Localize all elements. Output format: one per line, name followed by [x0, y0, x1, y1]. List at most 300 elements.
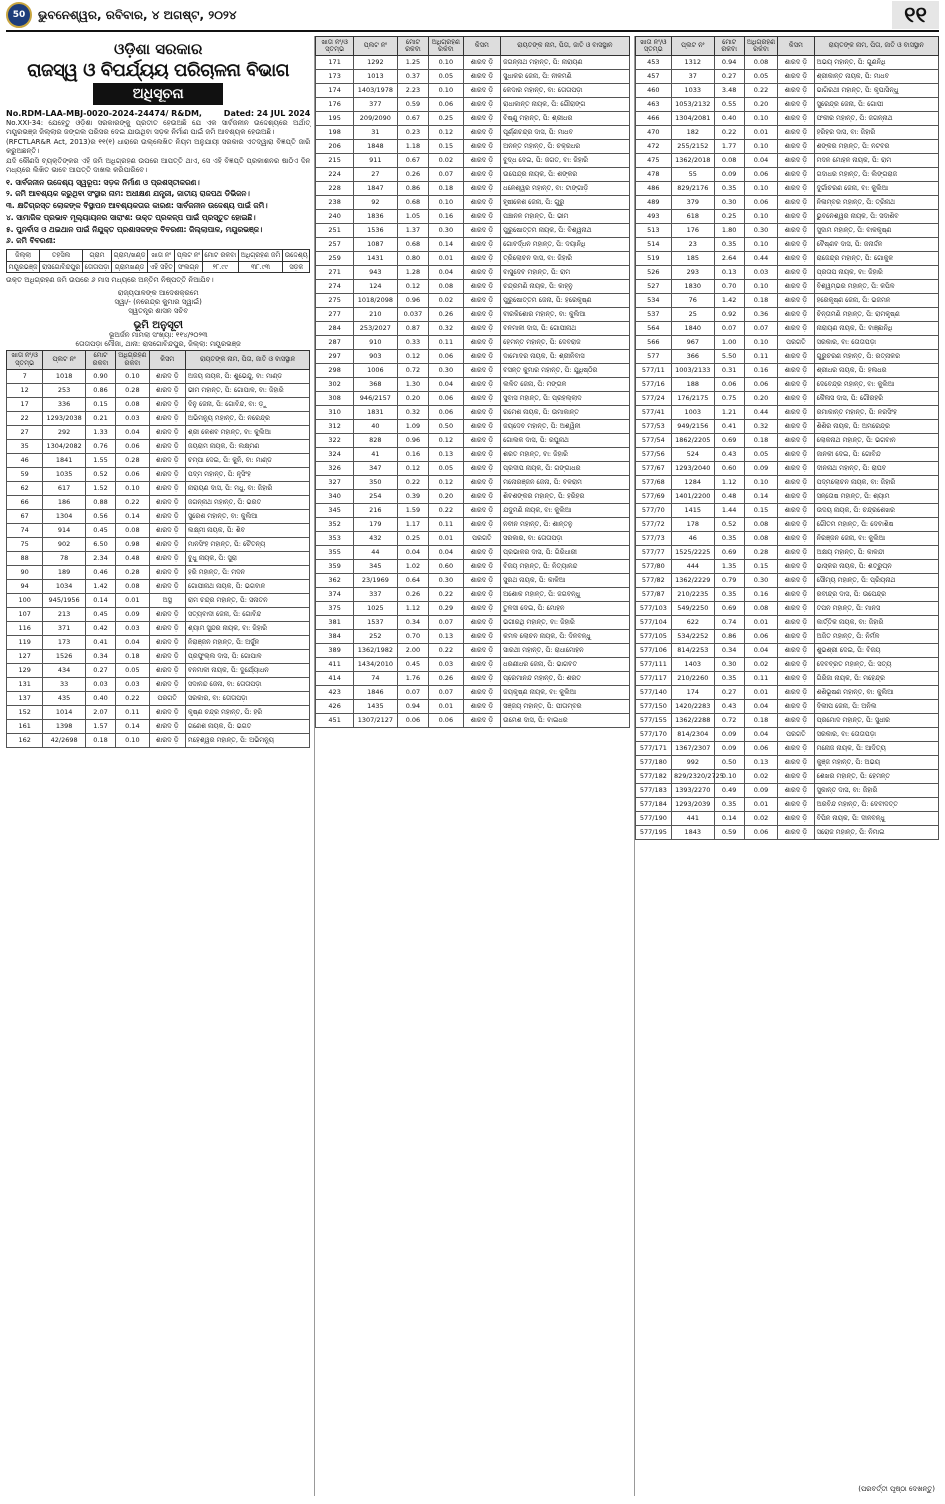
table-row [316, 700, 629, 714]
table-row [316, 476, 629, 490]
table-row [635, 182, 938, 196]
table-cell: 345 [316, 504, 354, 518]
table-cell: ପ୍ରମୋଦ ମହାନ୍ତ, ପି: ସୁଧୀର [814, 714, 938, 728]
table-cell: 0.26 [397, 588, 428, 602]
table-cell: ନବୀନ ମହାନ୍ତ, ପି: ଶାନ୍ତନୁ [501, 518, 629, 532]
table-cell: 470 [635, 126, 671, 140]
table-cell: ରାଜେନ୍ଦ୍ର ମହାନ୍ତ, ପି: ଗୋକୁଳ [814, 252, 938, 266]
table-cell: 1293/2039 [672, 798, 714, 812]
land-table-cell: ରାସଗୋବିନ୍ଦପୁର [40, 261, 83, 272]
table-cell: 1.30 [397, 378, 428, 392]
table-cell: 0.08 [429, 280, 463, 294]
table-row [635, 546, 938, 560]
table-cell: ଯଦୁମଣି ନାୟକ, ବା: କୁଲିଆ [501, 504, 629, 518]
table-cell: ଶାରଦ ଡ଼ି [778, 700, 814, 714]
table-cell: ଶାରଦ ଡ଼ି [463, 588, 501, 602]
table-cell: 1018/2098 [353, 294, 397, 308]
land-table-cell: ମୟୂରଭଞ୍ଜ [7, 261, 40, 272]
table-cell: ଶାରଦ ଡ଼ି [149, 509, 185, 523]
table-header: ରାୟତଙ୍କ ନାମ, ପିତା, ଜାତି ଓ ବାସସ୍ଥାନ [501, 37, 629, 56]
table-cell: 1304/2081 [672, 112, 714, 126]
table-cell: ଭାଗିରଥୀ ମହାନ୍ତ, ପି: କୃପାସିନ୍ଧୁ [814, 84, 938, 98]
table-cell: 903 [353, 350, 397, 364]
table-cell: ଶାରଦ ଡ଼ି [778, 574, 814, 588]
table-cell: 116 [7, 621, 43, 635]
table-cell: 27 [353, 168, 397, 182]
table-row [635, 252, 938, 266]
table-cell: 1.17 [397, 518, 428, 532]
table-row [635, 196, 938, 210]
table-row [635, 770, 938, 784]
table-row [635, 700, 938, 714]
table-cell: 0.30 [429, 224, 463, 238]
table-cell: ସରକାର, ବା: ତୋତାପଡ଼ା [185, 691, 309, 705]
column-left [6, 36, 310, 1496]
table-cell: ଶାରଦ ଡ଼ି [778, 658, 814, 672]
table-cell: ଶାରଦ ଡ଼ି [463, 462, 501, 476]
table-cell: ସରକାର, ବା: ତୋତାପଡ଼ା [814, 336, 938, 350]
table-cell: କୈଳାସ ଦାସ, ପି: ଗୌରହରି [814, 392, 938, 406]
land-table-cell: ୨୮.୯୯ [202, 261, 238, 272]
table-cell: 524 [672, 448, 714, 462]
table-cell: 577/53 [635, 420, 671, 434]
table-cell: ଶାରଦ ଡ଼ି [778, 378, 814, 392]
table-cell: 910 [353, 336, 397, 350]
land-table-header: ତହସିଲ [40, 250, 83, 261]
annexure-subtitle: ଭୂଅର୍ଜନ ମାମଲା ସଂଖ୍ୟା: ୧୧୪/୨୦୨୩ ତୋତାପଡ଼ା ମୌଜା, ଥାନା: ରାସଗୋବିନ୍ଦପୁର, ଜିଲ୍ଲା: ମୟୂରଭଞ୍ଜ [75, 331, 241, 349]
table-cell: ଦେବେନ୍ଦ୍ର ମହାନ୍ତ, ବା: କୁଲିଆ [814, 378, 938, 392]
table-cell: 0.28 [116, 453, 149, 467]
table-cell: 0.33 [397, 336, 428, 350]
table-cell: 0.30 [744, 574, 777, 588]
table-cell: 0.22 [429, 588, 463, 602]
table-row [7, 495, 310, 509]
table-cell: ଶାରଦ ଡ଼ି [149, 467, 185, 481]
table-cell: 287 [316, 336, 354, 350]
table-cell: 0.09 [744, 784, 777, 798]
table-cell: ଶାରଦ ଡ଼ି [778, 546, 814, 560]
table-cell: 0.88 [85, 495, 115, 509]
table-cell: 198 [316, 126, 354, 140]
table-cell: 493 [635, 210, 671, 224]
table-cell: 1.37 [397, 224, 428, 238]
table-cell: 0.06 [714, 378, 744, 392]
table-cell: 527 [635, 280, 671, 294]
table-cell: 353 [316, 532, 354, 546]
table-cell: 0.05 [744, 448, 777, 462]
table-cell: 40 [353, 420, 397, 434]
table-cell: 577/182 [635, 770, 671, 784]
table-cell: 0.12 [429, 476, 463, 490]
table-cell: 435 [43, 691, 85, 705]
table-row [316, 196, 629, 210]
table-cell: 0.70 [397, 630, 428, 644]
table-cell: ଶାରଦ ଡ଼ି [463, 518, 501, 532]
table-cell: 1848 [353, 140, 397, 154]
table-cell: ଚିନ୍ତାମଣି ମହାନ୍ତ, ପି: ରାମକୃଷ୍ଣ [814, 308, 938, 322]
table-cell: ଉପେନ୍ଦ୍ର ନାୟକ, ପି: ଶଙ୍କର [501, 168, 629, 182]
table-cell: 326 [316, 462, 354, 476]
table-cell: 0.08 [744, 56, 777, 70]
table-cell: 0.22 [429, 504, 463, 518]
table-cell: 44 [353, 546, 397, 560]
table-cell: 1.25 [397, 56, 428, 70]
table-cell: 0.11 [429, 336, 463, 350]
table-cell: ଅଜିତ ମହାନ୍ତ, ପି: ନିର୍ମଳ [814, 630, 938, 644]
table-cell: 489 [635, 196, 671, 210]
table-cell: 0.08 [744, 518, 777, 532]
table-cell: ଶାରଦ ଡ଼ି [149, 607, 185, 621]
table-cell: ଶାରଦ ଡ଼ି [463, 406, 501, 420]
table-cell: 577/24 [635, 392, 671, 406]
table-row [316, 686, 629, 700]
table-cell: ଶାରଦ ଡ଼ି [778, 308, 814, 322]
table-cell: 0.35 [714, 588, 744, 602]
table-cell: ଗୁରୁଚରଣ ମହାନ୍ତ, ପି: ରତ୍ନାକର [814, 350, 938, 364]
table-cell: 0.04 [116, 635, 149, 649]
table-cell: ବନମାଳୀ ନାୟକ, ପି: ଦୁର୍ଯ୍ୟୋଧନ [185, 663, 309, 677]
table-header: ରାୟତଙ୍କ ନାମ, ପିତା, ଜାତି ଓ ବାସସ୍ଥାନ [185, 350, 309, 369]
table-cell: 42/2698 [43, 733, 85, 747]
table-cell: 2.00 [397, 644, 428, 658]
table-cell: 0.72 [397, 364, 428, 378]
table-cell: 0.59 [714, 826, 744, 840]
table-cell: 308 [316, 392, 354, 406]
table-cell: ଶାରଦ ଡ଼ି [778, 630, 814, 644]
table-cell: 0.13 [714, 266, 744, 280]
table-cell: 460 [635, 84, 671, 98]
table-cell: 0.20 [397, 392, 428, 406]
table-row [635, 644, 938, 658]
table-cell: ଶାରଦ ଡ଼ି [463, 308, 501, 322]
notice-body [6, 119, 310, 285]
table-cell: ଶାରଦ ଡ଼ି [778, 714, 814, 728]
table-cell: 0.02 [744, 812, 777, 826]
table-cell: 513 [635, 224, 671, 238]
table-cell: 1.21 [714, 406, 744, 420]
table-cell: 46 [7, 453, 43, 467]
table-cell: 257 [316, 238, 354, 252]
notification-banner: ଅଧିସୂଚନା [93, 83, 223, 105]
table-cell: 2.07 [85, 705, 115, 719]
table-cell: ଶାରଦ ଡ଼ି [778, 238, 814, 252]
table-cell: 514 [635, 238, 671, 252]
table-row [635, 490, 938, 504]
table-cell: ଦିଲୀପ ଜେନା, ପି: ଅନିଲ [814, 700, 938, 714]
table-cell: 0.06 [744, 630, 777, 644]
table-cell: ଧନେଶ୍ୱର ମହାନ୍ତ, ବା: ଟାଙ୍ଗାଡ଼ି [501, 182, 629, 196]
table-cell: 76 [672, 294, 714, 308]
table-cell: 384 [316, 630, 354, 644]
table-row [635, 140, 938, 154]
table-cell: ଶାରଦ ଡ଼ି [463, 280, 501, 294]
table-cell: 368 [353, 378, 397, 392]
table-cell: ଶାରଦ ଡ଼ି [778, 406, 814, 420]
table-cell: 0.74 [714, 616, 744, 630]
table-row [635, 154, 938, 168]
table-cell: 1034 [43, 579, 85, 593]
table-cell: 0.10 [116, 369, 149, 383]
table-cell: 1018 [43, 369, 85, 383]
table-cell: 0.86 [397, 182, 428, 196]
table-cell: 0.43 [714, 448, 744, 462]
table-cell: 293 [672, 266, 714, 280]
table-cell: 352 [316, 518, 354, 532]
table-cell: ସତ୍ୟବାଦୀ ଜେନା, ପି: ଗୋବିନ୍ଦ [185, 607, 309, 621]
table-cell: ଦୁର୍ଗାଚରଣ ଜେନା, ବା: କୁଲିଆ [814, 182, 938, 196]
table-row [635, 728, 938, 742]
table-cell: 186 [43, 495, 85, 509]
table-cell: 0.18 [744, 294, 777, 308]
table-cell: 1284 [672, 476, 714, 490]
table-cell: 310 [316, 406, 354, 420]
table-row [635, 406, 938, 420]
table-cell: 0.94 [714, 56, 744, 70]
table-cell: 0.30 [744, 224, 777, 238]
table-cell: 432 [353, 532, 397, 546]
table-cell: 577/54 [635, 434, 671, 448]
table-cell: ଭୀମ ମହାନ୍ତ, ପି: ଗୋପାଳ, ବା: ଜିହାରି [185, 383, 309, 397]
table-cell: 0.32 [744, 420, 777, 434]
table-cell: 0.14 [744, 490, 777, 504]
table-header: ପ୍ଲଟ ନଂ [43, 350, 85, 369]
table-cell: ଶାରଦ ଡ଼ି [463, 210, 501, 224]
table-cell: ଶ୍ରୀ କେଶବ ମହାନ୍ତ, ବା: କୁଲିଆ [185, 425, 309, 439]
table-row [316, 84, 629, 98]
table-cell: ଶାରଦ ଡ଼ି [778, 154, 814, 168]
table-cell: 0.06 [744, 378, 777, 392]
table-row [635, 812, 938, 826]
table-row [635, 238, 938, 252]
table-cell: ଅକ୍ଷୟ ମହାନ୍ତ, ପି: କାଳନ୍ଦୀ [814, 546, 938, 560]
table-cell: 1846 [353, 686, 397, 700]
table-cell: ଦାମୋଦର ନାୟକ, ପି: ଶ୍ରୀନିବାସ [501, 350, 629, 364]
land-table-cell: ୩୮.୯୩ [238, 261, 282, 272]
table-row [316, 574, 629, 588]
table-cell: ଉଦୟ ନାୟକ, ପି: ଚନ୍ଦ୍ରଶେଖର [814, 504, 938, 518]
table-cell: 0.10 [744, 238, 777, 252]
table-cell: ଅଶୋକ ମହାନ୍ତ, ପି: ଜଗବନ୍ଧୁ [501, 588, 629, 602]
land-schedule-table-3 [635, 36, 939, 840]
table-row [316, 280, 629, 294]
table-cell: 577/103 [635, 602, 671, 616]
table-cell: ଶାରଦ ଡ଼ି [778, 252, 814, 266]
table-cell: ହରେକୃଷ୍ଣ ଜେନା, ପି: ଭଜମନ [814, 294, 938, 308]
table-cell: 0.64 [397, 574, 428, 588]
table-cell: ସାରଥୀ ମହାନ୍ତ, ପି: ରାଧାମୋହନ [501, 644, 629, 658]
table-row [7, 411, 310, 425]
table-cell: ଅଭିମନ୍ୟୁ ମହାନ୍ତ, ପି: ନରେନ୍ଦ୍ର [185, 411, 309, 425]
table-cell: 0.02 [429, 294, 463, 308]
table-header: ଅଧିଗ୍ରହଣ ରକବା [744, 37, 777, 56]
table-cell: ଶାରଦ ଡ଼ି [778, 224, 814, 238]
table-cell: ଶାରଦ ଡ଼ି [778, 756, 814, 770]
reference-line [6, 109, 310, 118]
table-cell: 129 [7, 663, 43, 677]
table-row [635, 756, 938, 770]
notice-section: ୧. ସାର୍ବଜନୀନ ଉଦ୍ଦେଶ୍ୟ ସ୍ୱରୂପ: ସଡ଼କ ନିର୍ମାଣ ଓ ପ୍ରଶସ୍ତୀକରଣ। [6, 177, 200, 187]
table-header: ମୋଟ ରକବା [85, 350, 115, 369]
table-cell: 0.27 [714, 686, 744, 700]
table-cell: ଶାରଦ ଡ଼ି [463, 182, 501, 196]
table-cell: 577/70 [635, 504, 671, 518]
table-cell: 0.16 [429, 210, 463, 224]
table-cell: 1035 [43, 467, 85, 481]
table-cell: 374 [316, 588, 354, 602]
table-cell: 41 [353, 448, 397, 462]
table-cell: ଜଗନ୍ନାଥ ମହାନ୍ତ, ପି: ଭରତ [185, 495, 309, 509]
table-cell: 486 [635, 182, 671, 196]
table-cell: 577/105 [635, 630, 671, 644]
land-schedule-table-1 [6, 350, 310, 748]
table-cell: 1525/2225 [672, 546, 714, 560]
table-cell: ଶାରଦ ଡ଼ି [149, 621, 185, 635]
notice-section: ୪. ସାମାଜିକ ପ୍ରଭାବ ମୂଲ୍ୟାୟନର ସାରାଂଶ: ଉକ୍ତ ପ୍ରକଳ୍ପ ପାଇଁ ପ୍ରସ୍ତୁତ ହୋଇଛି। [6, 212, 256, 222]
table-cell: 1292 [353, 56, 397, 70]
table-cell: 0.96 [397, 294, 428, 308]
table-cell: 1.02 [397, 560, 428, 574]
table-cell: 0.06 [429, 98, 463, 112]
page-number: ୧୧ [892, 1, 939, 29]
notice-closing: ଉକ୍ତ ଅଧିଗ୍ରହଣ ଜମି ଉପରେ ୬ ମାସ ମଧ୍ୟରେ ଅନ୍ତିମ ନିଷ୍ପତ୍ତି ନିଆଯିବ। [6, 275, 214, 284]
table-cell: ଶାରଦ ଡ଼ି [778, 588, 814, 602]
table-cell: 0.12 [397, 462, 428, 476]
table-cell: ଶାରଦ ଡ଼ି [463, 168, 501, 182]
table-cell: 46 [672, 532, 714, 546]
table-cell: କାର୍ତ୍ତିକ ନାୟକ, ବା: ଜିହାରି [814, 616, 938, 630]
table-cell: 0.20 [744, 98, 777, 112]
table-cell: ଶଙ୍କର ମହାନ୍ତ, ପି: ନଟବର [814, 140, 938, 154]
table-cell: 0.09 [714, 742, 744, 756]
table-row [316, 252, 629, 266]
table-row [635, 322, 938, 336]
table-cell: 577/87 [635, 588, 671, 602]
table-row [7, 593, 310, 607]
land-table-header: ଜିଲ୍ଲା [7, 250, 40, 261]
table-cell: ଶାରଦ ଡ଼ି [778, 644, 814, 658]
table-row [316, 504, 629, 518]
table-cell: 0.08 [116, 579, 149, 593]
table-cell: 210/2260 [672, 672, 714, 686]
table-cell: 0.40 [85, 691, 115, 705]
notice-section: ୩. କ୍ଷତିଗ୍ରସ୍ତ ଲୋକଙ୍କ ବିସ୍ଥାପନ ଆବଶ୍ୟକତାର କାରଣ: ସାର୍ବଜନୀନ ଉଦ୍ଦେଶ୍ୟ ପାଇଁ ଜମି। [6, 201, 268, 211]
table-cell: ଶାରଦ ଡ଼ି [778, 560, 814, 574]
table-row [635, 56, 938, 70]
table-cell: 1053/2132 [672, 98, 714, 112]
table-cell: 23 [672, 238, 714, 252]
table-cell: 943 [353, 266, 397, 280]
table-cell: 0.26 [429, 672, 463, 686]
table-cell: 577/170 [635, 728, 671, 742]
table-row [635, 98, 938, 112]
table-row [316, 378, 629, 392]
table-cell: 0.43 [714, 700, 744, 714]
land-table-cell: ତୋତାପଡ଼ା [83, 261, 112, 272]
table-cell: 0.02 [429, 154, 463, 168]
table-cell: 577/111 [635, 658, 671, 672]
table-cell: 0.67 [397, 154, 428, 168]
table-cell: ଶାରଦ ଡ଼ି [778, 490, 814, 504]
table-cell: 0.06 [116, 439, 149, 453]
table-cell: 1830 [672, 280, 714, 294]
table-cell: 0.03 [116, 621, 149, 635]
table-cell: 0.06 [116, 467, 149, 481]
table-cell: ତ୍ରିଲୋଚନ ଦାସ, ବା: ଜିହାରି [501, 252, 629, 266]
table-cell: ତୁଳସୀ ଦେଇ, ପି: ମୋହନ [501, 602, 629, 616]
table-cell: 814/2304 [672, 728, 714, 742]
table-cell: 1.76 [397, 672, 428, 686]
table-cell: 100 [7, 593, 43, 607]
table-cell: 0.11 [429, 518, 463, 532]
table-header: ଖାତା ନଂ/ଓ ସ୍ତମ୍ଭ [635, 37, 671, 56]
table-cell: କୁଞ୍ଜ ମହାନ୍ତ, ପି: ଅଭୟ [814, 756, 938, 770]
table-cell: 0.50 [429, 420, 463, 434]
table-cell: 1843 [672, 826, 714, 840]
table-cell: ଶାରଦ ଡ଼ି [463, 196, 501, 210]
table-cell: 366 [672, 350, 714, 364]
land-table-header: ଗ୍ରାମ/ଖଣ୍ଡ [111, 250, 147, 261]
table-cell: ଶାରଦ ଡ଼ି [778, 420, 814, 434]
table-cell: ଅନନ୍ତ ମହାନ୍ତ, ପି: ଚକ୍ରଧର [501, 140, 629, 154]
table-cell: ଶାରଦ ଡ଼ି [778, 350, 814, 364]
table-cell: ପରଗତି [463, 532, 501, 546]
table-row [316, 126, 629, 140]
table-cell: ଗୋପୀନାଥ ନାୟକ, ପି: ଭଗବାନ [185, 579, 309, 593]
table-cell: 0.037 [397, 308, 428, 322]
table-cell: 478 [635, 168, 671, 182]
table-cell: 255/2152 [672, 140, 714, 154]
table-row [635, 686, 938, 700]
table-cell: 0.76 [85, 439, 115, 453]
table-cell: 1087 [353, 238, 397, 252]
table-cell: 228 [316, 182, 354, 196]
table-cell: ହେମନ୍ତ ମହାନ୍ତ, ପି: ଦେବରାଜ [501, 336, 629, 350]
government-name: ଓଡ଼ିଶା ସରକାର [114, 40, 203, 58]
table-cell: ଶାରଦ ଡ଼ି [149, 579, 185, 593]
table-cell: ନିଳାମ୍ବର ମହାନ୍ତ, ପି: ତ୍ରିନାଥ [814, 196, 938, 210]
table-cell: 0.22 [397, 476, 428, 490]
table-cell: 0.45 [85, 523, 115, 537]
table-row [316, 588, 629, 602]
table-cell: 327 [316, 476, 354, 490]
table-cell: 176/2175 [672, 392, 714, 406]
table-cell: 0.22 [429, 644, 463, 658]
table-cell: ସରୋଜ ମହାନ୍ତ, ପି: ନିମାଇ [814, 826, 938, 840]
table-cell: 1362/2229 [672, 574, 714, 588]
table-cell: ସୁକାନ୍ତ ଦାସ, ବା: ଜିହାରି [814, 784, 938, 798]
table-cell: 451 [316, 714, 354, 728]
table-cell: ଜାନକୀ ଦେଇ, ପି: ଗୋବିନ୍ଦ [814, 448, 938, 462]
table-cell: ଶାରଦ ଡ଼ି [149, 495, 185, 509]
table-cell: 0.10 [116, 481, 149, 495]
table-cell: 0.34 [714, 644, 744, 658]
table-cell: 0.05 [744, 70, 777, 84]
table-cell: 0.22 [116, 495, 149, 509]
table-header: ଖାତା ନଂ/ଓ ସ୍ତମ୍ଭ [7, 350, 43, 369]
table-cell: 0.04 [397, 546, 428, 560]
table-cell: 0.15 [744, 560, 777, 574]
table-cell: ଜୟରାମ ନାୟକ, ପି: ଲକ୍ଷ୍ମଣ [185, 439, 309, 453]
table-cell: 94 [7, 579, 43, 593]
table-cell: 389 [316, 644, 354, 658]
table-cell: ଶାରଦ ଡ଼ି [463, 56, 501, 70]
table-row [316, 364, 629, 378]
table-cell: 75 [7, 537, 43, 551]
table-cell: 1293/2038 [43, 411, 85, 425]
table-row [316, 210, 629, 224]
table-cell: 1.52 [85, 481, 115, 495]
table-row [635, 280, 938, 294]
